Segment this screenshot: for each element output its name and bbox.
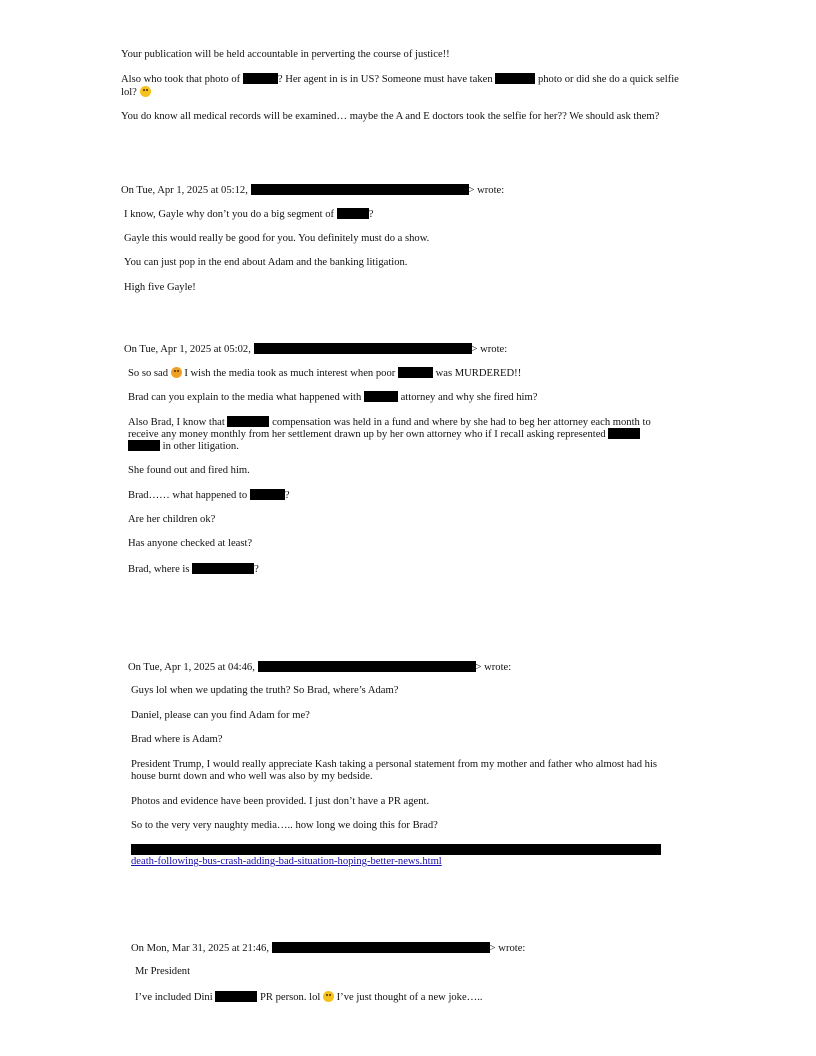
quote-line: You can just pop in the end about Adam and the banking litigation. xyxy=(124,257,408,268)
redaction xyxy=(128,440,160,451)
redaction xyxy=(227,416,269,427)
quote-header: On Mon, Mar 31, 2025 at 21:46, > wrote: xyxy=(131,943,526,954)
redaction xyxy=(495,73,535,84)
body-line: lol? xyxy=(121,86,151,99)
redaction xyxy=(254,343,472,354)
quote-line: So to the very very naughty media….. how long we doing this for Brad? xyxy=(131,820,438,831)
quote-line: receive any money monthly from her settlement drawn up by her own attorney who if I recall asking represented xyxy=(128,428,640,441)
quote-line: I’ve included Dini PR person. lol I’ve just thought of a new joke….. xyxy=(135,992,483,1003)
quote-line: Gayle this would really be good for you. You definitely must do a show. xyxy=(124,233,430,244)
article-link[interactable]: death-following-bus-crash-adding-bad-situation-hoping-better-news.html xyxy=(131,856,442,867)
quote-line: Brad…… what happened to ? xyxy=(128,490,290,501)
quote-line: She found out and fired him. xyxy=(128,465,250,476)
body-line: Your publication will be held accountable in perverting the course of justice!! xyxy=(121,49,450,60)
redaction xyxy=(192,563,254,574)
quote-header: On Tue, Apr 1, 2025 at 05:02, > wrote: xyxy=(124,344,508,355)
quote-line: Guys lol when we updating the truth? So Brad, where’s Adam? xyxy=(131,685,399,696)
redaction xyxy=(364,391,398,402)
redaction xyxy=(608,428,640,439)
quote-header: On Tue, Apr 1, 2025 at 05:12, > wrote: xyxy=(121,185,505,196)
quote-line: I know, Gayle why don’t you do a big segment of ? xyxy=(124,209,374,220)
quote-line: Mr President xyxy=(135,966,191,977)
quote-line: Brad where is Adam? xyxy=(131,734,223,745)
quote-line: Photos and evidence have been provided. I just don’t have a PR agent. xyxy=(131,796,430,807)
quote-line: Brad, where is ? xyxy=(128,564,259,575)
redaction xyxy=(337,208,369,219)
redaction xyxy=(250,489,285,500)
redaction xyxy=(215,991,257,1002)
quote-line: house burnt down and who well was also by my bedside. xyxy=(131,771,373,782)
body-line: Also who took that photo of ? Her agent in is in US? Someone must have taken photo or did she do a quick selfie xyxy=(121,74,679,85)
quote-line: Has anyone checked at least? xyxy=(128,538,253,549)
quote-line: Are her children ok? xyxy=(128,514,216,525)
quote-line: Brad can you explain to the media what happened with attorney and why she fired him? xyxy=(128,392,538,403)
quote-line: in other litigation. xyxy=(128,440,239,453)
quote-line: So so sad I wish the media took as much interest when poor was MURDERED!! xyxy=(128,368,522,379)
redaction xyxy=(131,844,661,855)
redaction xyxy=(398,367,433,378)
quote-line: Also Brad, I know that compensation was held in a fund and where by she had to beg her attorney each month to xyxy=(128,417,651,428)
laughing-face-icon xyxy=(140,86,151,97)
quote-line: High five Gayle! xyxy=(124,282,196,293)
redaction xyxy=(251,184,469,195)
quote-line: Daniel, please can you find Adam for me? xyxy=(131,710,310,721)
redaction xyxy=(272,942,490,953)
sad-face-icon xyxy=(171,367,182,378)
quote-header: On Tue, Apr 1, 2025 at 04:46, > wrote: xyxy=(128,662,512,673)
laughing-face-icon xyxy=(323,991,334,1002)
quote-line: President Trump, I would really appreciate Kash taking a personal statement from my mother and father who almost had his xyxy=(131,759,658,770)
body-line: You do know all medical records will be examined… maybe the A and E doctors took the selfie for her?? We should ask them? xyxy=(121,111,660,122)
redaction xyxy=(243,73,278,84)
redaction xyxy=(258,661,476,672)
